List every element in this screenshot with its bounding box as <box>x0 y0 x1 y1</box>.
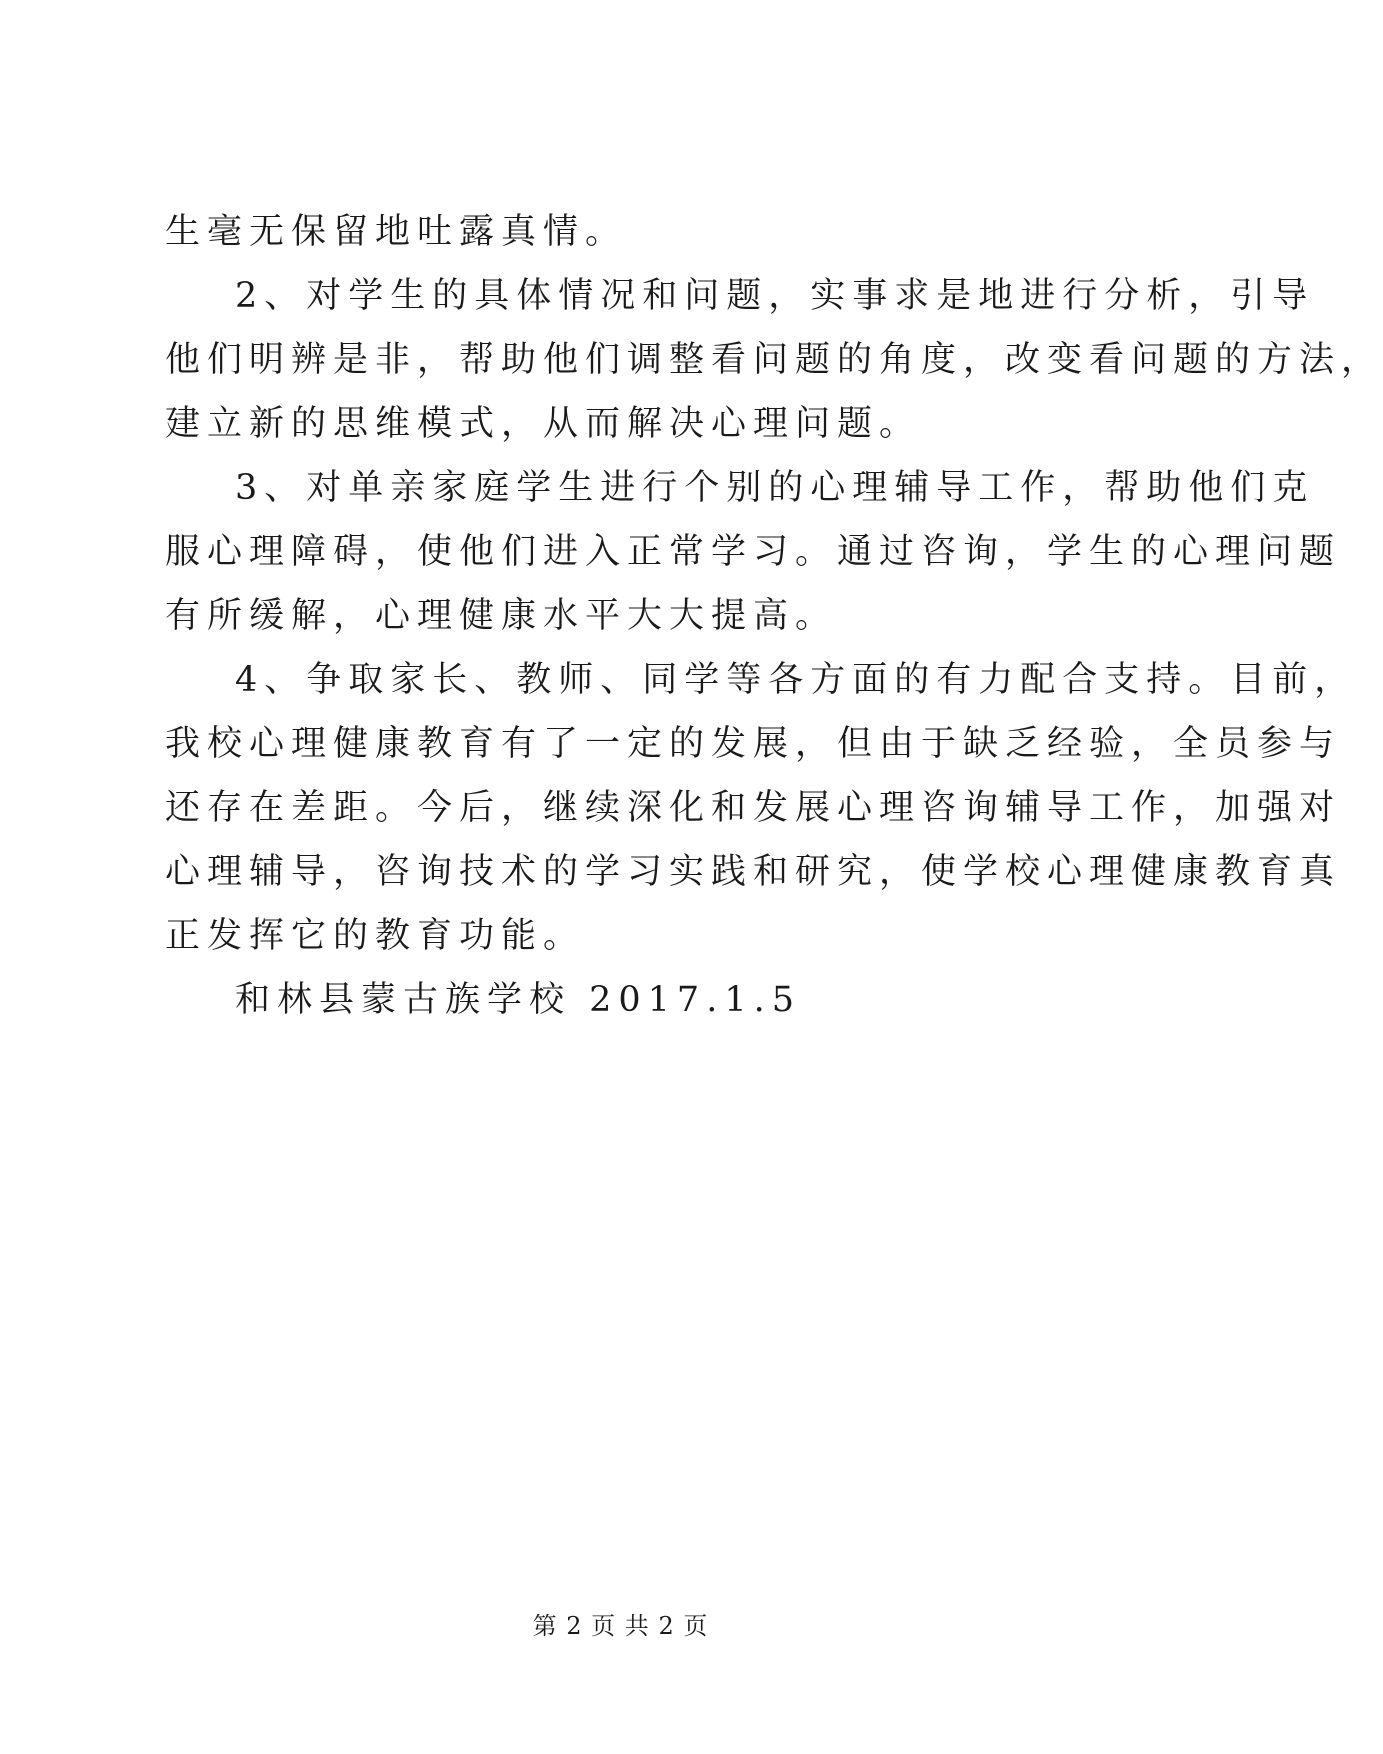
document-body <box>165 200 1383 1032</box>
page-footer: 第 2 页 共 2 页 <box>532 1612 709 1640</box>
text-line-item-3: 3、对单亲家庭学生进行个别的心理辅导工作，帮助他们克 <box>235 468 1315 508</box>
text-line: 生毫无保留地吐露真情。 <box>165 212 628 252</box>
text-line: 心理辅导，咨询技术的学习实践和研究，使学校心理健康教育真 <box>165 852 1342 892</box>
text-line: 我校心理健康教育有了一定的发展，但由于缺乏经验，全员参与 <box>165 724 1342 764</box>
text-line: 他们明辨是非，帮助他们调整看问题的角度，改变看问题的方法， <box>165 340 1383 380</box>
text-line: 还存在差距。今后，继续深化和发展心理咨询辅导工作，加强对 <box>165 788 1342 828</box>
text-line: 服心理障碍，使他们进入正常学习。通过咨询，学生的心理问题 <box>165 532 1342 572</box>
text-line: 有所缓解，心理健康水平大大提高。 <box>165 596 838 636</box>
text-line-item-4: 4、争取家长、教师、同学等各方面的有力配合支持。目前， <box>235 660 1357 700</box>
text-line-item-2: 2、对学生的具体情况和问题，实事求是地进行分析，引导 <box>235 276 1315 316</box>
text-line: 建立新的思维模式，从而解决心理问题。 <box>165 404 922 444</box>
text-line: 正发挥它的教育功能。 <box>165 916 586 956</box>
signature-line: 和林县蒙古族学校 2017.1.5 <box>235 980 801 1020</box>
